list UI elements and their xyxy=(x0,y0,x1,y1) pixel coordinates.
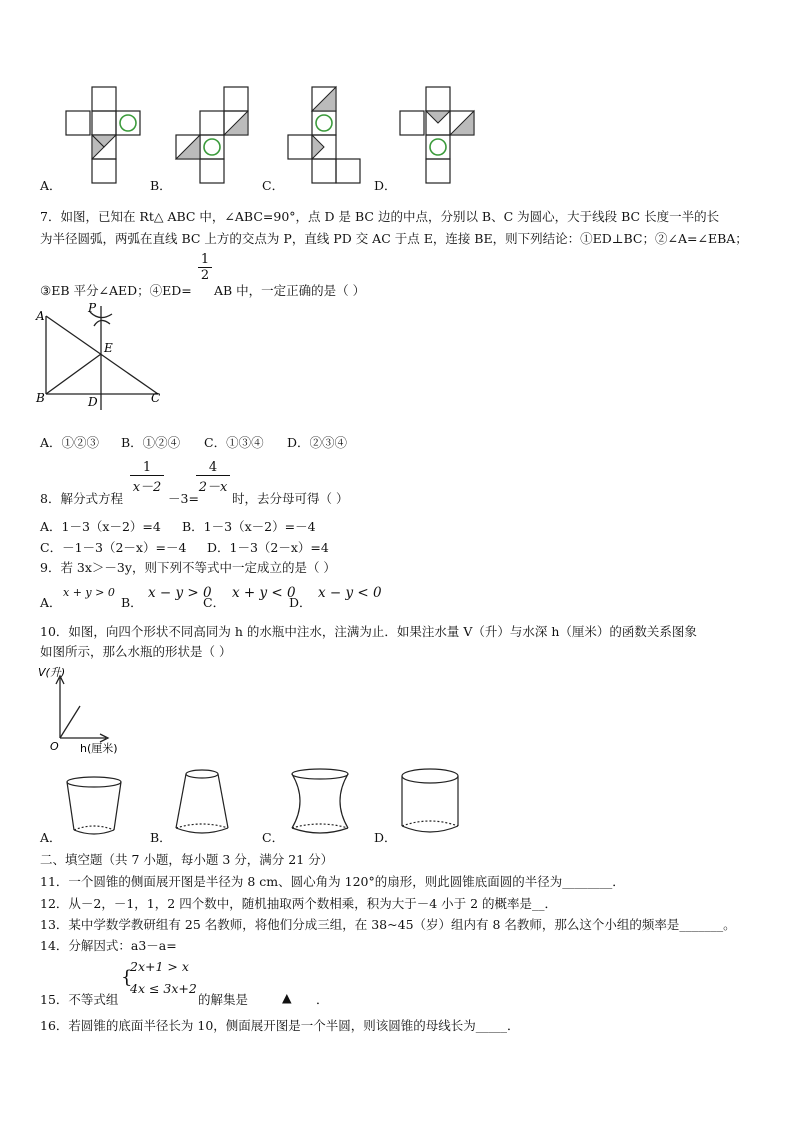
q12-text: 12．从－2，－1，1，2 四个数中，随机抽取两个数相乘，积为大于－4 小于 2 的概率是__． xyxy=(40,896,558,911)
q7-option-c[interactable]: C．①③④ xyxy=(204,435,264,450)
q8-option-c[interactable]: C．－1－3（2－x）=－4 xyxy=(40,540,187,555)
q8-frac1-num: 1 xyxy=(130,460,164,476)
net-figure-a xyxy=(66,87,146,190)
point-label-e: E xyxy=(104,341,113,355)
q8-option-b[interactable]: B．1－3（x－2）=－4 xyxy=(182,519,316,534)
graph-y-label: V(升) xyxy=(38,666,66,679)
q9-stem: 9．若 3x＞－3y，则下列不等式中一定成立的是（ ） xyxy=(40,560,336,575)
q11-text: 11．一个圆锥的侧面展开图是半径为 8 cm、圆心角为 120°的扇形，则此圆锥底面圆的半径为________． xyxy=(40,874,625,889)
bottle-b-svg xyxy=(172,766,242,838)
q7-line-3a: ③EB 平分∠AED；④ED= xyxy=(40,283,192,298)
net-a-svg xyxy=(66,87,146,187)
q8-option-d[interactable]: D．1－3（2－x）=4 xyxy=(207,540,329,555)
q9-expr-d[interactable]: x − y < 0 xyxy=(318,585,382,601)
q9-expr-b[interactable]: x − y > 0 xyxy=(148,585,212,601)
q8-fraction-2 xyxy=(196,460,230,495)
bottle-c xyxy=(288,766,358,841)
q8-prefix: 8．解分式方程 xyxy=(40,491,123,506)
q8-frac2-den: 2－x xyxy=(198,480,228,495)
graph-origin-label: O xyxy=(50,740,59,753)
q7-option-d[interactable]: D．②③④ xyxy=(287,435,348,450)
q15-mark: ▲ xyxy=(282,990,292,1005)
q7-option-a[interactable]: A．①②③ xyxy=(40,435,100,450)
bottle-b xyxy=(172,766,242,841)
v-h-graph xyxy=(38,664,128,757)
q8-fraction-1 xyxy=(130,460,164,495)
q7-line-1: 7．如图，已知在 Rt△ ABC 中，∠ABC=90°，点 D 是 BC 边的中点，分别以 B、C 为圆心，大于线段 BC 长度一半的长 xyxy=(40,209,720,224)
q15-end: ． xyxy=(316,992,329,1007)
net-b-svg xyxy=(176,87,256,187)
q8-suffix: 时，去分母可得（ ） xyxy=(232,491,349,506)
triangle-svg xyxy=(34,302,174,412)
q8-option-a[interactable]: A．1－3（x－2）=4 xyxy=(40,519,161,534)
q8-frac2-num: 4 xyxy=(196,460,230,476)
q9-label-d[interactable]: D． xyxy=(289,595,312,610)
net-c-svg xyxy=(288,87,368,187)
q14-text: 14．分解因式：a3－a= xyxy=(40,938,177,953)
q15-ineq-2: 4x ≤ 3x+2 xyxy=(130,981,197,996)
q15-prefix: 15．不等式组 xyxy=(40,992,119,1007)
net-figure-c xyxy=(288,87,368,190)
q9-label-c[interactable]: C． xyxy=(203,595,226,610)
q16-text: 16．若圆锥的底面半径长为 10，侧面展开图是一个半圆，则该圆锥的母线长为_____． xyxy=(40,1018,520,1033)
q7-line-2: 为半径圆弧，两弧在直线 BC 上方的交点为 P，直线 PD 交 AC 于点 E，连接 BE，则下列结论：①ED⊥BC；②∠A=∠EBA； xyxy=(40,231,748,246)
bottle-a xyxy=(64,772,134,841)
net-d-svg xyxy=(400,87,480,187)
point-label-a: A xyxy=(36,309,45,323)
q7-frac-num: 1 xyxy=(198,252,212,268)
q10-label-b[interactable]: B． xyxy=(150,830,172,845)
q13-text: 13．某中学数学教研组有 25 名教师，将他们分成三组，在 38~45（岁）组内有 8 名教师，那么这个小组的频率是_______。 xyxy=(40,917,736,932)
net-figure-b xyxy=(176,87,256,190)
q15-system xyxy=(130,956,197,1000)
q10-label-d[interactable]: D． xyxy=(374,830,397,845)
q10-line-1: 10．如图，向四个形状不同高同为 h 的水瓶中注水，注满为止．如果注水量 V（升）与水深 h（厘米）的函数关系图象 xyxy=(40,624,697,639)
q6-label-d[interactable]: D． xyxy=(374,178,397,193)
bottle-d xyxy=(398,766,468,841)
q8-frac1-den: x－2 xyxy=(132,480,162,495)
q7-option-b[interactable]: B．①②④ xyxy=(121,435,181,450)
bottle-c-svg xyxy=(288,766,358,838)
q15-ineq-1: 2x+1 > x xyxy=(130,959,189,974)
net-figure-d xyxy=(400,87,480,190)
point-label-p: P xyxy=(88,301,97,315)
bottle-d-svg xyxy=(398,766,468,838)
q6-label-b[interactable]: B． xyxy=(150,178,172,193)
graph-x-label: h(厘米) xyxy=(80,742,118,755)
point-label-d: D xyxy=(88,395,98,409)
q9-label-b[interactable]: B． xyxy=(121,595,143,610)
section-2-heading: 二、填空题（共 7 小题，每小题 3 分，满分 21 分） xyxy=(40,852,334,867)
q8-mid: －3= xyxy=(168,491,199,506)
q7-frac-den: 2 xyxy=(200,268,210,283)
q15-brace: { xyxy=(121,967,133,988)
q10-label-c[interactable]: C． xyxy=(262,830,285,845)
q15-suffix: 的解集是 xyxy=(198,992,249,1007)
v-h-graph-svg xyxy=(38,664,128,754)
q6-label-c[interactable]: C． xyxy=(262,178,285,193)
q9-label-a[interactable]: A． xyxy=(40,595,62,610)
q6-label-a[interactable]: A． xyxy=(40,178,62,193)
q9-expr-c[interactable]: x + y < 0 xyxy=(232,585,296,601)
point-label-c: C xyxy=(151,391,161,405)
q9-expr-a[interactable]: x + y > 0 xyxy=(63,586,115,599)
triangle-figure xyxy=(34,302,174,415)
q7-line-3b: AB 中，一定正确的是（ ） xyxy=(214,283,366,298)
bottle-a-svg xyxy=(64,772,134,838)
q10-label-a[interactable]: A． xyxy=(40,830,62,845)
q7-fraction xyxy=(198,252,212,283)
point-label-b: B xyxy=(36,391,45,405)
q10-line-2: 如图所示，那么水瓶的形状是（ ） xyxy=(40,644,232,659)
